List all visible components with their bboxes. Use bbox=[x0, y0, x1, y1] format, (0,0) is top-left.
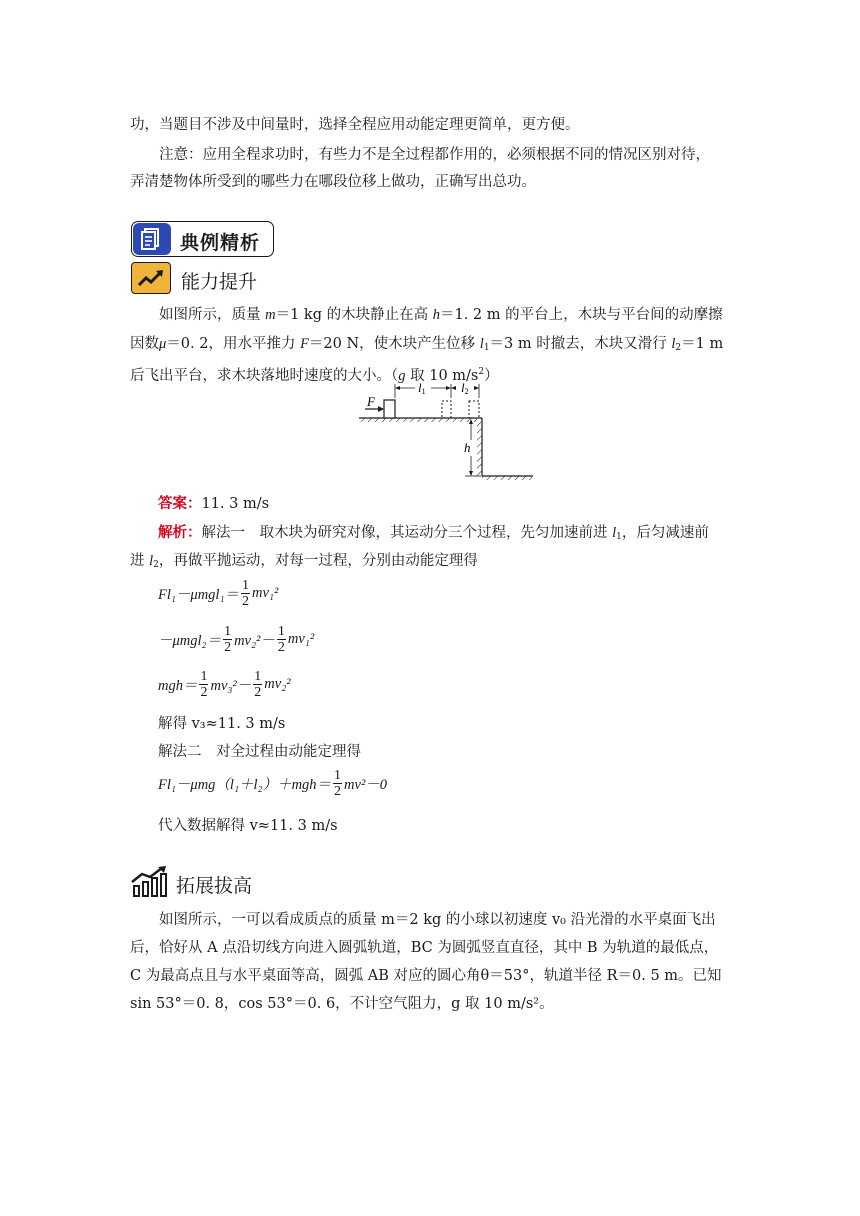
problem2-line-1: 如图所示，一可以看成质点的质量 m＝2 kg 的小球以初速度 v₀ 沿光滑的水平桌面飞出 bbox=[159, 912, 716, 928]
analysis-line-1: 解析：解法一 取木块为研究对像，其运动分三个过程，先匀加速前进 $l_1$，后匀减速前 bbox=[158, 524, 709, 542]
subsection-title-extension: 拓展拔高 bbox=[176, 875, 253, 897]
equation-4: Fl₁－μmg（l₁＋l₂）＋mgh＝ $\frac{1}{2}$ mv²－0 bbox=[158, 767, 388, 799]
answer-line: 答案：11. 3 m/s bbox=[158, 495, 270, 512]
method-2-line: 解法二 对全过程由动能定理得 bbox=[158, 744, 361, 760]
subsection-title-ability: 能力提升 bbox=[181, 271, 258, 293]
intro-line: 功，当题目不涉及中间量时，选择全程应用动能定理更简单，更方便。 bbox=[130, 117, 580, 133]
document-icon bbox=[133, 223, 171, 255]
section-title: 典例精析 bbox=[180, 232, 261, 254]
platform-figure bbox=[355, 378, 535, 484]
analysis-line-2: 进 $l_2$，再做平抛运动，对每一过程，分别由动能定理得 bbox=[130, 553, 478, 570]
label-h: h bbox=[464, 440, 471, 455]
bar-chart-icon bbox=[130, 866, 170, 902]
svg-text:l2: l2 bbox=[461, 380, 469, 396]
equation-1: Fl₁－μmgl₁＝ $\frac{1}{2}$ mv₁² bbox=[158, 577, 279, 609]
problem1-line-2: 因数μ＝0. 2，用水平推力 F＝20 N，使木块产生位移 $l_1=3$ m 时撤去，木块又滑行 $l_2=1$ m bbox=[130, 336, 724, 353]
problem2-line-2: 后，恰好从 A 点沿切线方向进入圆弧轨道，BC 为圆弧竖直直径，其中 B 为轨道的最低点， bbox=[130, 940, 719, 956]
label-F: F bbox=[367, 394, 375, 409]
result-2: 代入数据解得 v≈11. 3 m/s bbox=[158, 818, 338, 834]
result-1: 解得 v₃≈11. 3 m/s bbox=[158, 716, 286, 732]
note-line-2: 弄清楚物体所受到的哪些力在哪段位移上做功，正确写出总功。 bbox=[130, 174, 536, 190]
trend-arrow-icon bbox=[131, 262, 171, 294]
note-line-1: 注意：应用全程求功时，有些力不是全过程都作用的，必须根据不同的情况区别对待， bbox=[159, 147, 710, 163]
svg-text:l1: l1 bbox=[418, 380, 426, 396]
problem2-line-3: C 为最高点且与水平桌面等高，圆弧 AB 对应的圆心角θ＝53°，轨道半径 R＝0. 5 m。已知 bbox=[130, 968, 722, 984]
equation-3: mgh＝ $\frac{1}{2}$ mv₃²－ $\frac{1}{2}$ mv₂² bbox=[158, 668, 291, 700]
problem1-line-3: 后飞出平台，求木块落地时速度的大小。（g 取 10 $m/s^2$） bbox=[130, 367, 499, 384]
problem2-line-4: sin 53°＝0. 8，cos 53°＝0. 6，不计空气阻力，g 取 10 m/s²。 bbox=[130, 996, 554, 1012]
equation-2: －μmgl₂＝ $\frac{1}{2}$ mv₂²－ $\frac{1}{2}$ mv₁² bbox=[158, 623, 315, 655]
problem1-line-1: 如图所示，质量 m＝1 kg 的木块静止在高 h＝1. 2 m 的平台上，木块与平台间的动摩擦 bbox=[159, 307, 723, 323]
